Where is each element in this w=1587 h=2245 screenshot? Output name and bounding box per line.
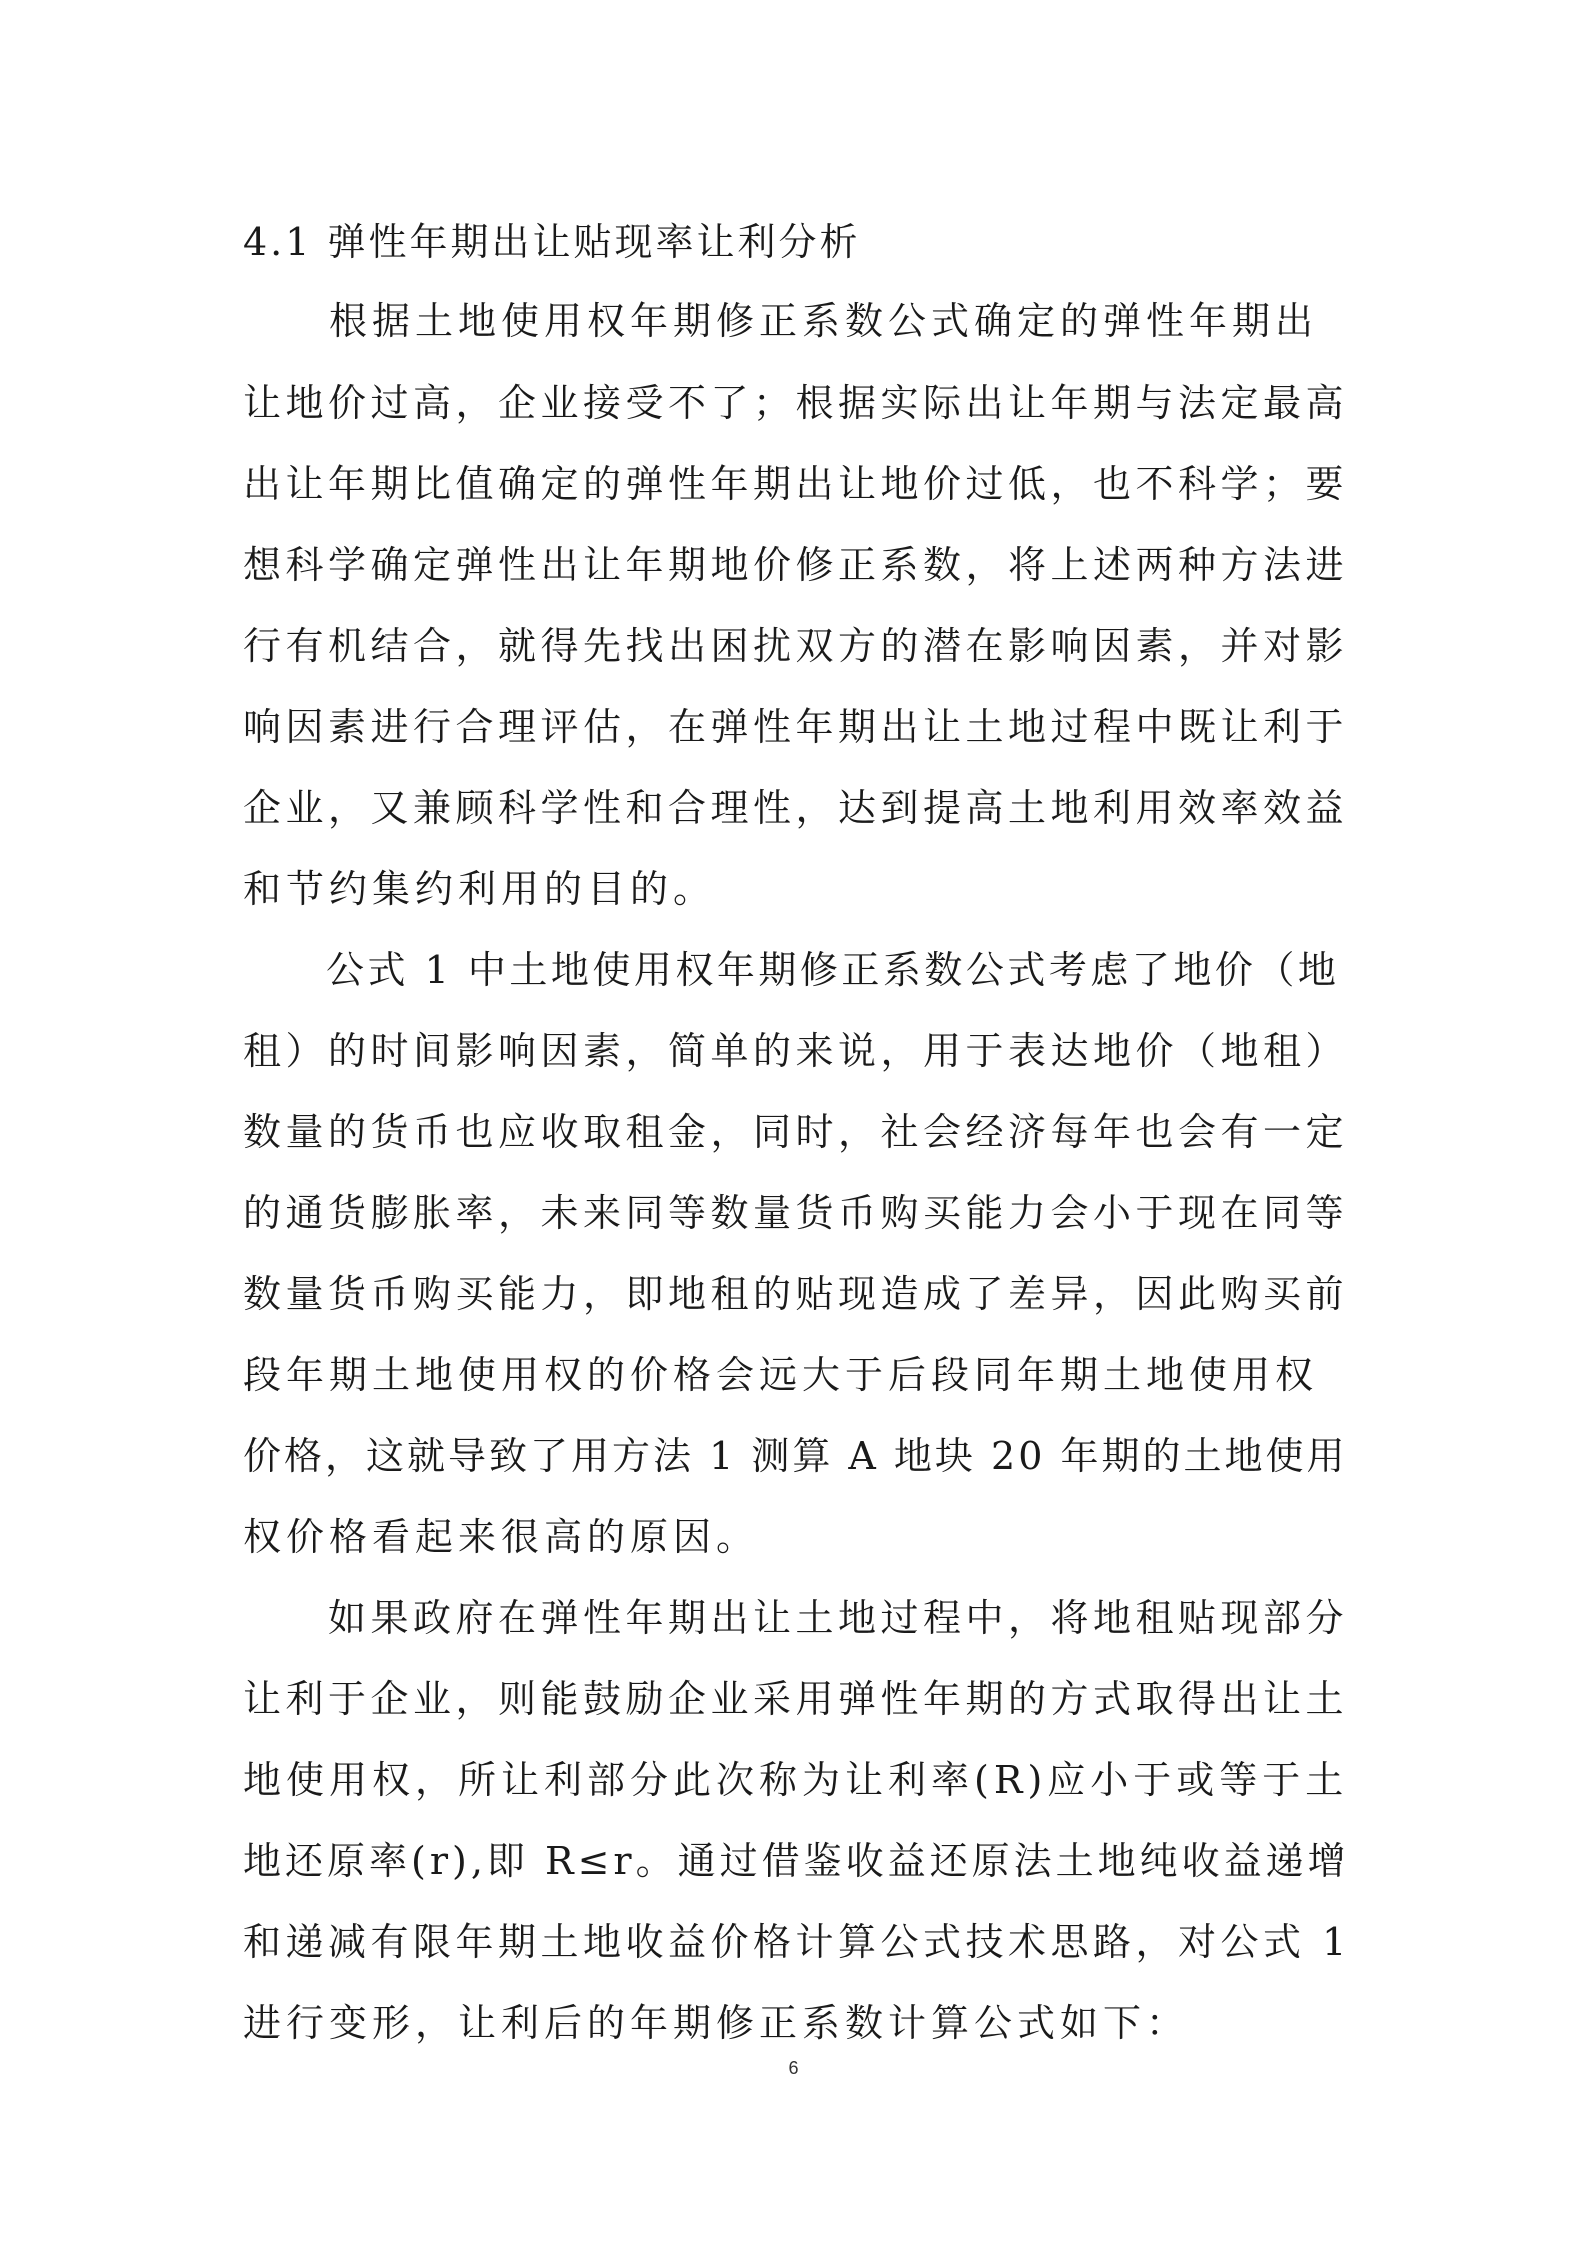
body-line: 数量的货币也应收取租金，同时，社会经济每年也会有一定 (243, 1110, 1349, 1154)
body-line: 进行变形，让利后的年期修正系数计算公式如下： (243, 2001, 1190, 2045)
body-line: 的通货膨胀率，未来同等数量货币购买能力会小于现在同等 (243, 1191, 1349, 1235)
body-line: 想科学确定弹性出让年期地价修正系数，将上述两种方法进 (243, 543, 1349, 587)
body-line: 如果政府在弹性年期出让土地过程中，将地租贴现部分 (243, 1596, 1349, 1640)
body-line: 段年期土地使用权的价格会远大于后段同年期土地使用权 (243, 1353, 1319, 1397)
body-line: 和递减有限年期土地收益价格计算公式技术思路，对公式 1 (243, 1920, 1351, 1964)
body-line: 价格，这就导致了用方法 1 测算 A 地块 20 年期的土地使用 (243, 1434, 1348, 1478)
body-line: 根据土地使用权年期修正系数公式确定的弹性年期出 (243, 299, 1319, 343)
body-line: 权价格看起来很高的原因。 (243, 1515, 760, 1559)
page-number: 6 (788, 2058, 799, 2078)
body-line: 出让年期比值确定的弹性年期出让地价过低，也不科学；要 (243, 462, 1349, 506)
body-line: 地还原率(r),即 R≤r。通过借鉴收益还原法土地纯收益递增 (243, 1839, 1350, 1883)
body-line: 公式 1 中土地使用权年期修正系数公式考虑了地价（地 (243, 948, 1340, 992)
body-line: 让地价过高，企业接受不了；根据实际出让年期与法定最高 (243, 381, 1349, 425)
body-line: 行有机结合，就得先找出困扰双方的潜在影响因素，并对影 (243, 624, 1349, 668)
body-line: 地使用权，所让利部分此次称为让利率(R)应小于或等于土 (243, 1758, 1349, 1802)
body-line: 响因素进行合理评估，在弹性年期出让土地过程中既让利于 (243, 705, 1349, 749)
section-heading: 4.1 弹性年期出让贴现率让利分析 (243, 220, 861, 264)
body-line: 让利于企业，则能鼓励企业采用弹性年期的方式取得出让土 (243, 1677, 1349, 1721)
body-line: 和节约集约利用的目的。 (243, 867, 717, 911)
body-line: 数量货币购买能力，即地租的贴现造成了差异，因此购买前 (243, 1272, 1349, 1316)
body-line: 租）的时间影响因素，简单的来说，用于表达地价（地租） (243, 1029, 1349, 1073)
body-line: 企业，又兼顾科学性和合理性，达到提高土地利用效率效益 (243, 786, 1349, 830)
